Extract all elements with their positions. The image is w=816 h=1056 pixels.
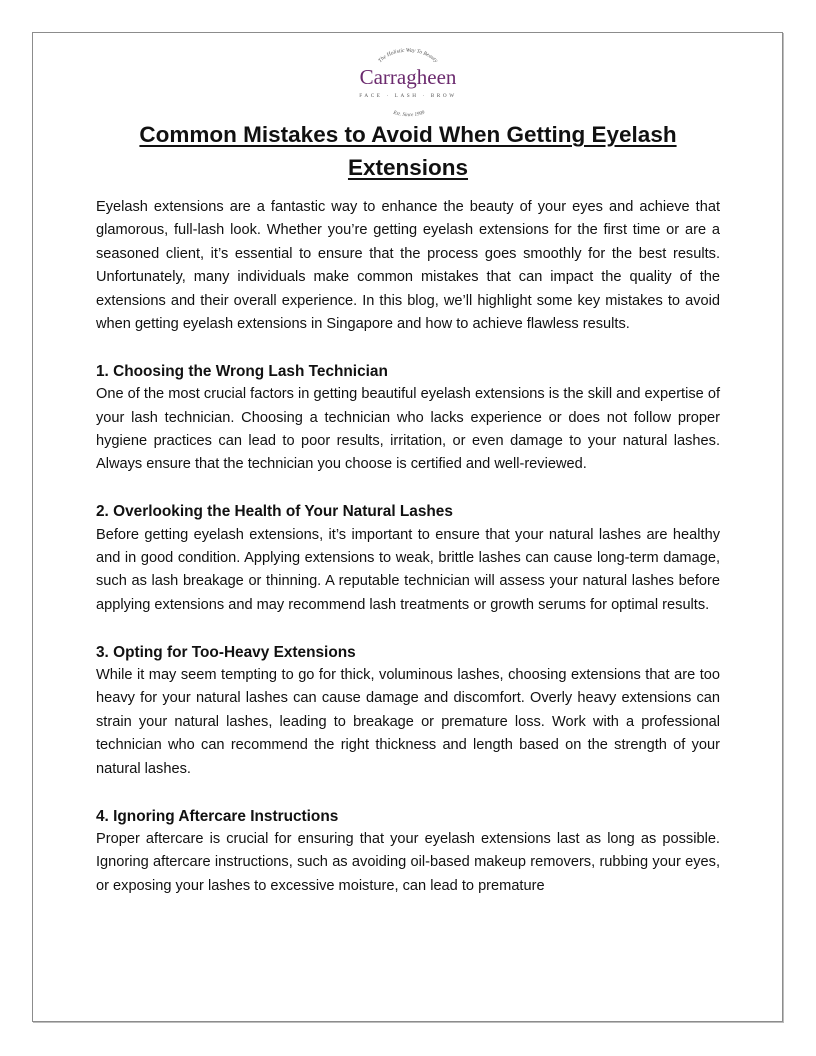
carragheen-logo — [340, 44, 476, 120]
section-paragraph: Before getting eyelash extensions, it’s important to ensure that your natural lashes are healthy and in good condition. Applying extensions to weak, brittle lashes can cause long-term damage, such as lash breakage or thinning. A reputable technician will assess your natural lashes before applying extensions and may recommend lash treatments or growth serums for optimal results. — [96, 526, 720, 613]
section-heading: 3. Opting for Too-Heavy Extensions — [96, 643, 356, 661]
section-paragraph: One of the most crucial factors in getting beautiful eyelash extensions is the skill and expertise of your lash technician. Choosing a technician who lacks experience or does not follow proper hygiene practices can lead to poor results, irritation, or even damage to your natural lashes. Always ensure that the technician you choose is certified and well-reviewed. — [96, 386, 720, 473]
logo-tagline: The Holistic Way To Beauty — [377, 47, 439, 65]
intro-paragraph: Eyelash extensions are a fantastic way to enhance the beauty of your eyes and achieve that glamorous, full-lash look. Whether you’re getting eyelash extensions for the first time or are a seasoned client, it’s essential to ensure that the process goes smoothly for the best results. Unfortunately, many individuals make common mistakes that can impact the quality of the extensions and their overall experience. In this blog, we’ll highlight some key mistakes to avoid when getting eyelash extensions in Singapore and how to achieve flawless results. — [96, 199, 720, 333]
section-heading: 4. Ignoring Aftercare Instructions — [96, 807, 339, 825]
section-paragraph: Proper aftercare is crucial for ensuring that your eyelash extensions last as long as possible. Ignoring aftercare instructions, such as avoiding oil-based makeup removers, rubbing your eyes, or exposing your lashes to excessive moisture, can lead to premature — [96, 830, 720, 894]
logo-graphic — [340, 44, 476, 120]
section-natural-lash-health — [96, 500, 720, 617]
section-heading: 2. Overlooking the Health of Your Natural Lashes — [96, 503, 453, 521]
logo-brand-name: Carragheen — [359, 65, 457, 89]
logo-established: Est. Since 1999 — [392, 109, 426, 119]
article-body — [96, 196, 720, 922]
section-heavy-extensions — [96, 641, 720, 781]
logo-services: FACE · LASH · BROW — [359, 93, 457, 99]
section-wrong-technician — [96, 360, 720, 477]
section-aftercare — [96, 805, 720, 899]
page-title: Common Mistakes to Avoid When Getting Eyelash Extensions — [139, 122, 677, 180]
section-heading: 1. Choosing the Wrong Lash Technician — [96, 362, 388, 380]
section-paragraph: While it may seem tempting to go for thick, voluminous lashes, choosing extensions that are too heavy for your natural lashes can cause damage and discomfort. Overly heavy extensions can strain your natural lashes, leading to breakage or premature loss. Work with a professional technician who can recommend the right thickness and length based on the strength of your natural lashes. — [96, 667, 720, 777]
